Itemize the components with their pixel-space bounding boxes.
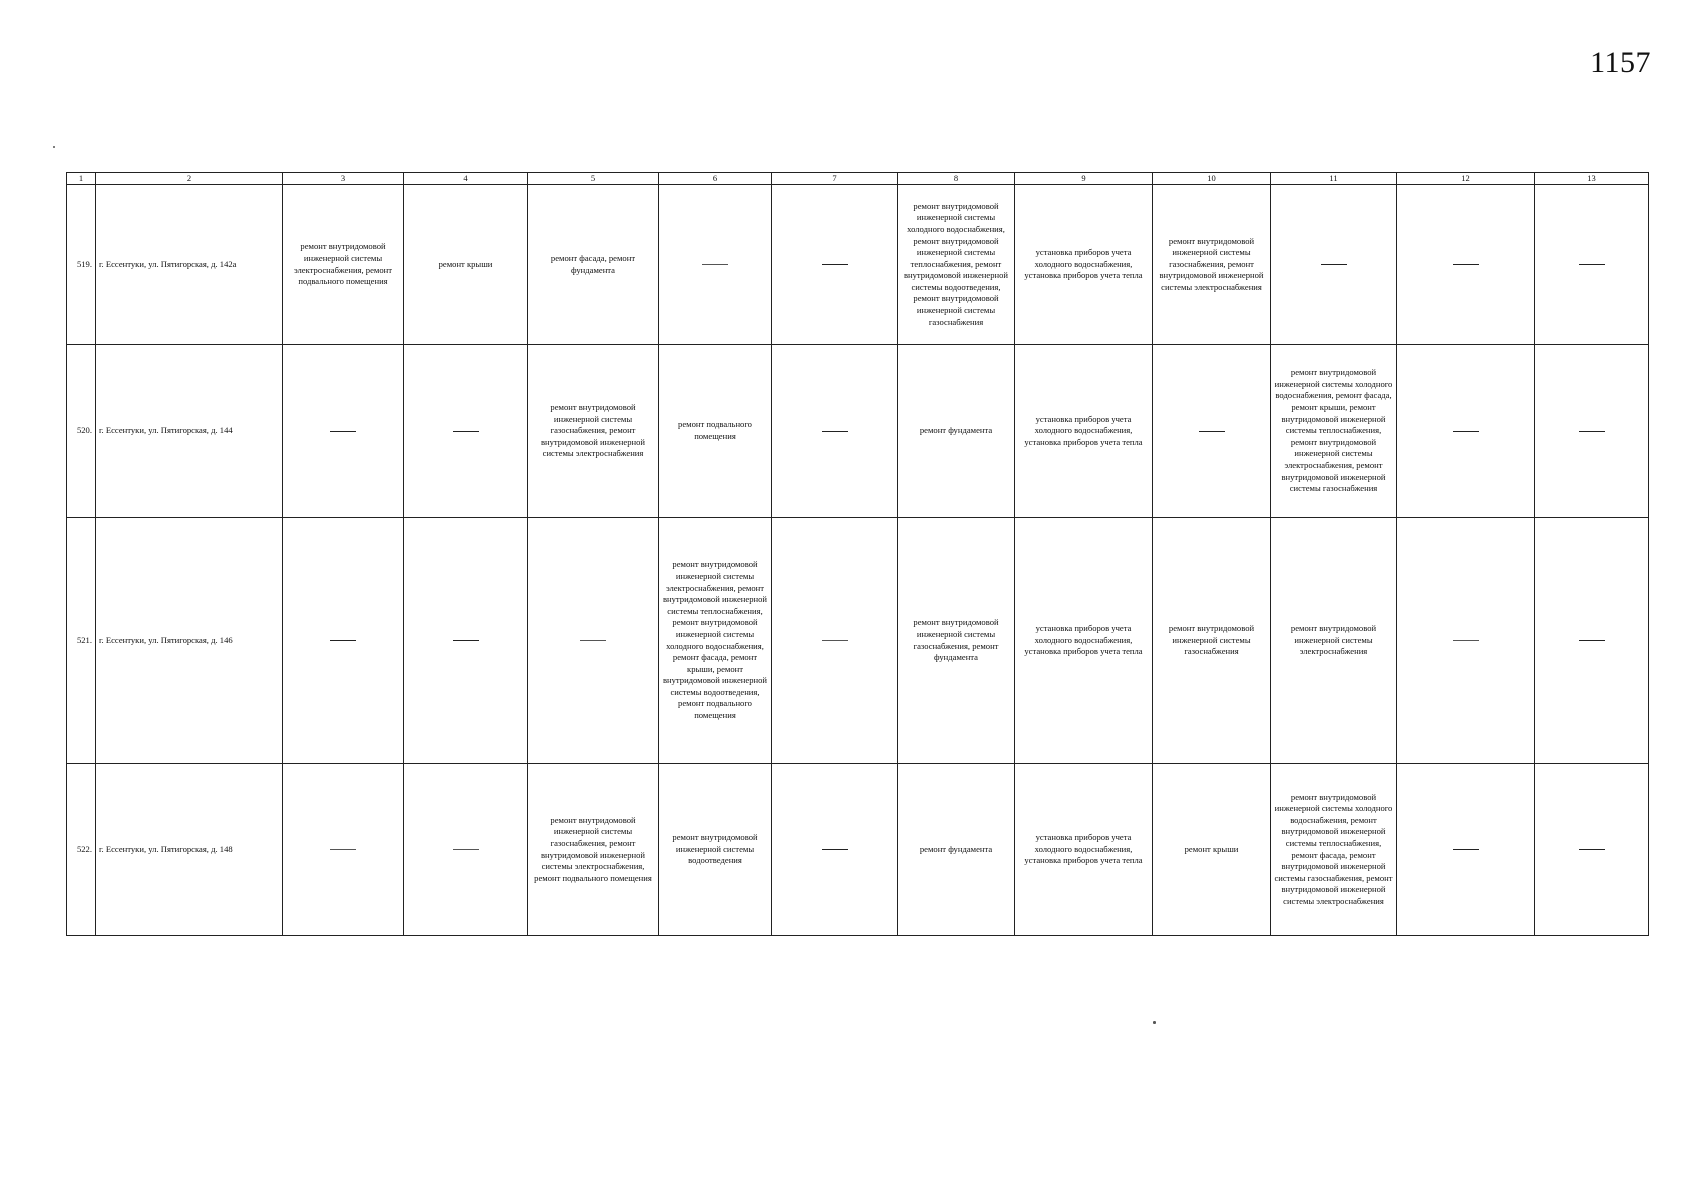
page-number: 1157 — [1590, 46, 1651, 79]
work-type-cell: ремонт внутридомовой инженерной системы газоснабжения, ремонт внутридомовой инженерной системы электроснабжения, ремонт подвального помещения — [528, 764, 659, 936]
work-type-cell: ремонт крыши — [1153, 764, 1271, 936]
work-type-cell: ремонт крыши — [404, 185, 528, 345]
dash-mark — [1199, 431, 1225, 432]
dash-mark — [580, 640, 606, 641]
dash-mark — [453, 431, 479, 432]
empty-cell — [1535, 518, 1649, 764]
dash-mark — [330, 640, 356, 641]
table-row — [67, 518, 1649, 764]
empty-cell — [404, 764, 528, 936]
column-number: 13 — [1535, 173, 1649, 185]
repair-schedule-table-container — [66, 172, 1649, 936]
empty-cell — [1397, 764, 1535, 936]
column-number-row — [67, 173, 1649, 185]
column-number: 3 — [283, 173, 404, 185]
scan-speck — [1153, 1021, 1156, 1024]
work-type-cell: ремонт подвального помещения — [659, 345, 772, 518]
empty-cell — [1535, 345, 1649, 518]
work-type-cell: ремонт внутридомовой инженерной системы электроснабжения, ремонт подвального помещения — [283, 185, 404, 345]
empty-cell — [404, 345, 528, 518]
empty-cell — [283, 345, 404, 518]
column-number: 2 — [96, 173, 283, 185]
dash-mark — [1579, 849, 1605, 850]
dash-mark — [822, 849, 848, 850]
address-cell: г. Ессентуки, ул. Пятигорская, д. 142а — [96, 185, 283, 345]
table-row — [67, 345, 1649, 518]
dash-mark — [822, 640, 848, 641]
dash-mark — [453, 849, 479, 850]
empty-cell — [404, 518, 528, 764]
row-number: 521. — [67, 518, 96, 764]
work-type-cell: ремонт фундамента — [898, 345, 1015, 518]
work-type-cell: установка приборов учета холодного водоснабжения, установка приборов учета тепла — [1015, 518, 1153, 764]
work-type-cell: ремонт внутридомовой инженерной системы холодного водоснабжения, ремонт внутридомовой инженерной системы теплоснабжения, ремонт фасада, ремонт внутридомовой инженерной системы газоснабжения, ремонт внутридомовой инженерной системы электроснабжения — [1271, 764, 1397, 936]
empty-cell — [772, 764, 898, 936]
table-row — [67, 185, 1649, 345]
empty-cell — [1535, 764, 1649, 936]
row-number: 519. — [67, 185, 96, 345]
dash-mark — [1579, 640, 1605, 641]
empty-cell — [772, 345, 898, 518]
column-number: 4 — [404, 173, 528, 185]
empty-cell — [772, 518, 898, 764]
column-number: 11 — [1271, 173, 1397, 185]
dash-mark — [1579, 431, 1605, 432]
dash-mark — [822, 431, 848, 432]
column-number: 12 — [1397, 173, 1535, 185]
empty-cell — [528, 518, 659, 764]
work-type-cell: установка приборов учета холодного водоснабжения, установка приборов учета тепла — [1015, 345, 1153, 518]
table-row — [67, 764, 1649, 936]
column-number: 5 — [528, 173, 659, 185]
work-type-cell: ремонт внутридомовой инженерной системы холодного водоснабжения, ремонт внутридомовой инженерной системы теплоснабжения, ремонт внутридомовой инженерной системы водоотведения, ремонт внутридомовой инженерной системы газоснабжения — [898, 185, 1015, 345]
dash-mark — [1579, 264, 1605, 265]
dash-mark — [1453, 264, 1479, 265]
empty-cell — [283, 764, 404, 936]
empty-cell — [1397, 518, 1535, 764]
dash-mark — [822, 264, 848, 265]
empty-cell — [1535, 185, 1649, 345]
column-number: 10 — [1153, 173, 1271, 185]
repair-schedule-table — [66, 172, 1649, 936]
work-type-cell: ремонт внутридомовой инженерной системы газоснабжения — [1153, 518, 1271, 764]
dash-mark — [1453, 640, 1479, 641]
address-cell: г. Ессентуки, ул. Пятигорская, д. 146 — [96, 518, 283, 764]
dash-mark — [1321, 264, 1347, 265]
dash-mark — [702, 264, 728, 265]
dash-mark — [1453, 849, 1479, 850]
work-type-cell: установка приборов учета холодного водоснабжения, установка приборов учета тепла — [1015, 185, 1153, 345]
dash-mark — [330, 849, 356, 850]
column-number: 9 — [1015, 173, 1153, 185]
address-cell: г. Ессентуки, ул. Пятигорская, д. 144 — [96, 345, 283, 518]
work-type-cell: ремонт внутридомовой инженерной системы электроснабжения, ремонт внутридомовой инженерной системы теплоснабжения, ремонт внутридомовой инженерной системы холодного водоснабжения, ремонт фасада, ремонт крыши, ремонт внутридомовой инженерной системы водоотведения, ремонт подвального помещения — [659, 518, 772, 764]
dash-mark — [453, 640, 479, 641]
row-number: 520. — [67, 345, 96, 518]
column-number: 7 — [772, 173, 898, 185]
empty-cell — [283, 518, 404, 764]
work-type-cell: ремонт фундамента — [898, 764, 1015, 936]
empty-cell — [659, 185, 772, 345]
column-number: 8 — [898, 173, 1015, 185]
work-type-cell: ремонт внутридомовой инженерной системы газоснабжения, ремонт внутридомовой инженерной системы электроснабжения — [528, 345, 659, 518]
column-number: 6 — [659, 173, 772, 185]
work-type-cell: ремонт фасада, ремонт фундамента — [528, 185, 659, 345]
work-type-cell: ремонт внутридомовой инженерной системы электроснабжения — [1271, 518, 1397, 764]
work-type-cell: ремонт внутридомовой инженерной системы газоснабжения, ремонт фундамента — [898, 518, 1015, 764]
empty-cell — [1153, 345, 1271, 518]
work-type-cell: ремонт внутридомовой инженерной системы газоснабжения, ремонт внутридомовой инженерной системы электроснабжения — [1153, 185, 1271, 345]
row-number: 522. — [67, 764, 96, 936]
empty-cell — [1271, 185, 1397, 345]
dash-mark — [330, 431, 356, 432]
dash-mark — [1453, 431, 1479, 432]
empty-cell — [1397, 345, 1535, 518]
empty-cell — [772, 185, 898, 345]
work-type-cell: установка приборов учета холодного водоснабжения, установка приборов учета тепла — [1015, 764, 1153, 936]
work-type-cell: ремонт внутридомовой инженерной системы холодного водоснабжения, ремонт фасада, ремонт крыши, ремонт внутридомовой инженерной системы теплоснабжения, ремонт внутридомовой инженерной системы электроснабжения, ремонт внутридомовой инженерной системы газоснабжения — [1271, 345, 1397, 518]
address-cell: г. Ессентуки, ул. Пятигорская, д. 148 — [96, 764, 283, 936]
column-number: 1 — [67, 173, 96, 185]
work-type-cell: ремонт внутридомовой инженерной системы водоотведения — [659, 764, 772, 936]
scan-speck — [53, 146, 55, 148]
empty-cell — [1397, 185, 1535, 345]
